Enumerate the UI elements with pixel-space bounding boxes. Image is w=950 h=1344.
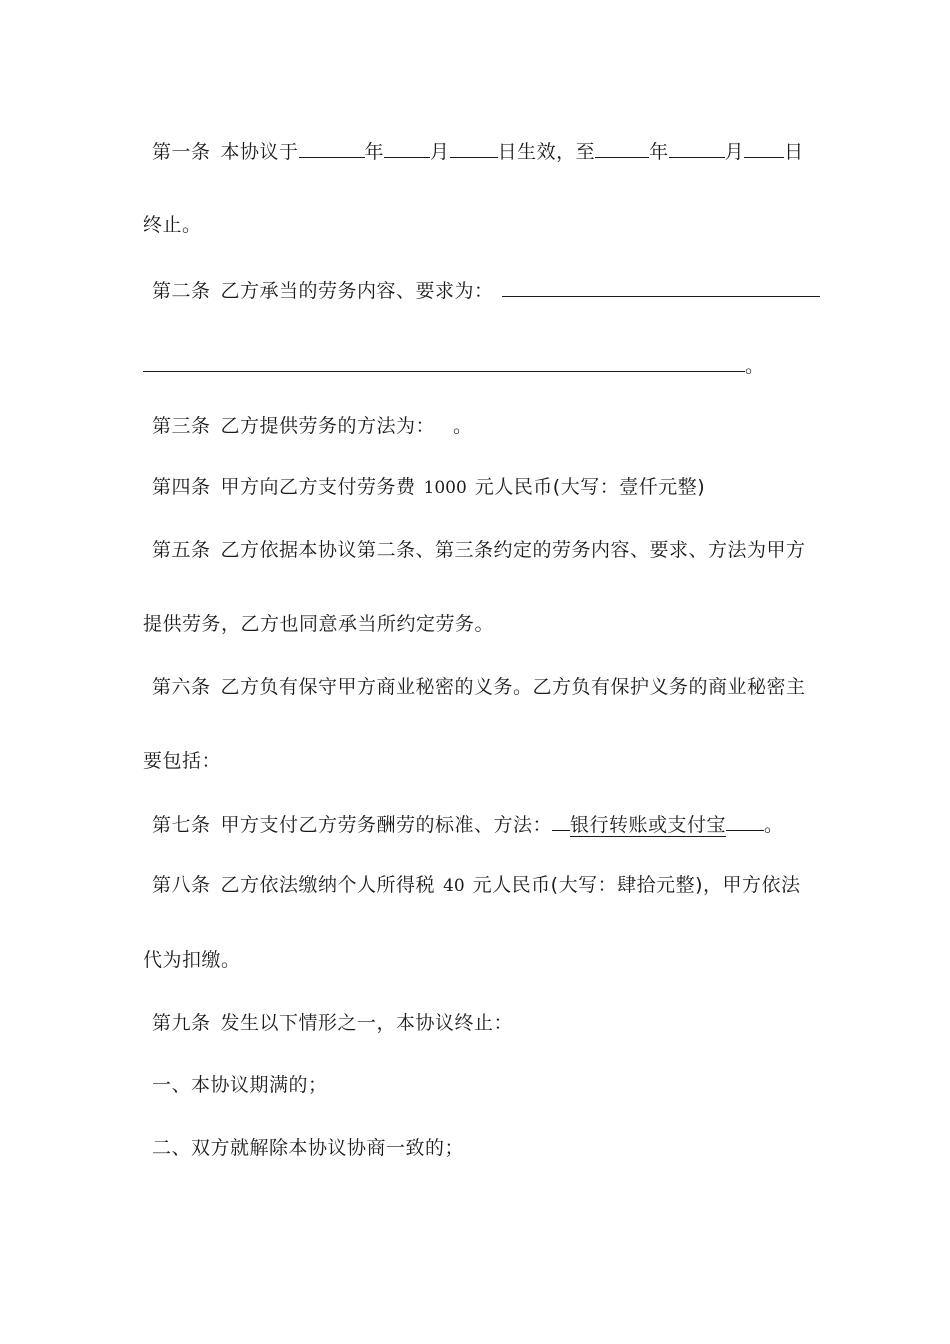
article-2-line-2 — [143, 353, 765, 378]
article-3-text: 乙方提供劳务的方法为： — [220, 415, 436, 437]
tax-amount: 40 — [443, 876, 465, 896]
start-day-blank[interactable] — [450, 139, 498, 158]
article-7-label: 第七条 — [152, 814, 211, 836]
article-3-label: 第三条 — [152, 415, 211, 437]
end-month-unit: 月 — [724, 141, 745, 163]
article-1-label: 第一条 — [152, 141, 211, 163]
payment-method-value[interactable]: 银行转账或支付宝 — [570, 814, 727, 836]
article-5-line-1 — [152, 538, 806, 562]
end-year-blank[interactable] — [595, 139, 649, 158]
article-3 — [152, 414, 473, 438]
article-7 — [152, 812, 784, 837]
start-month-blank[interactable] — [384, 139, 430, 158]
article-6-label: 第六条 — [152, 676, 211, 698]
start-month-unit: 月 — [430, 141, 450, 163]
article-6-text: 乙方负有保守甲方商业秘密的义务。乙方负有保护义务的商业秘密主 — [220, 676, 806, 698]
article-9-label: 第九条 — [152, 1012, 211, 1034]
article-1-line-2: 终止。 — [143, 214, 202, 236]
article-8-line-1 — [152, 873, 801, 898]
article-5-text: 乙方依据本协议第二条、第三条约定的劳务内容、要求、方法为甲方 — [220, 539, 806, 561]
article-4-pre: 甲方向乙方支付劳务费 — [220, 476, 416, 498]
article-4-post: 元人民币(大写：壹仟元整) — [474, 476, 706, 498]
service-fee-amount: 1000 — [423, 478, 467, 498]
article-1-line-1 — [152, 139, 804, 164]
article-6-line-2: 要包括： — [143, 750, 222, 772]
article-2-line-1 — [152, 278, 820, 303]
article-8-pre: 乙方依法缴纳个人所得税 — [220, 874, 436, 896]
article-2-end: 。 — [745, 355, 765, 377]
article-2-text: 乙方承当的劳务内容、要求为： — [220, 280, 494, 302]
article-7-end: 。 — [764, 814, 784, 836]
article-9 — [152, 1011, 513, 1035]
article-8-line-2: 代为扣缴。 — [143, 949, 241, 971]
article-5-label: 第五条 — [152, 539, 211, 561]
termination-item-1: 一、本协议期满的； — [152, 1074, 328, 1096]
end-month-blank[interactable] — [669, 139, 725, 158]
article-2-label: 第二条 — [152, 280, 211, 302]
article-4 — [152, 475, 705, 500]
article-1-text: 本协议于 — [220, 141, 299, 163]
end-day-blank[interactable] — [744, 139, 784, 158]
article-3-end: 。 — [453, 415, 473, 437]
start-year-blank[interactable] — [299, 139, 365, 158]
article-4-label: 第四条 — [152, 476, 211, 498]
start-day-unit: 日生效，至 — [497, 141, 596, 163]
end-year-unit: 年 — [649, 141, 669, 163]
article-7-pre: 甲方支付乙方劳务酬劳的标准、方法： — [220, 814, 553, 836]
termination-item-2: 二、双方就解除本协议协商一致的； — [152, 1137, 465, 1159]
end-day-unit: 日 — [784, 141, 804, 163]
article-8-label: 第八条 — [152, 874, 211, 896]
article-9-text: 发生以下情形之一，本协议终止： — [220, 1012, 514, 1034]
service-content-blank-cont[interactable] — [143, 353, 745, 372]
article-5-line-2: 提供劳务，乙方也同意承当所约定劳务。 — [143, 613, 495, 635]
service-content-blank[interactable] — [502, 278, 820, 297]
start-year-unit: 年 — [364, 141, 385, 163]
article-6-line-1 — [152, 675, 806, 699]
article-8-post: 元人民币(大写：肆拾元整)，甲方依法 — [472, 874, 801, 896]
